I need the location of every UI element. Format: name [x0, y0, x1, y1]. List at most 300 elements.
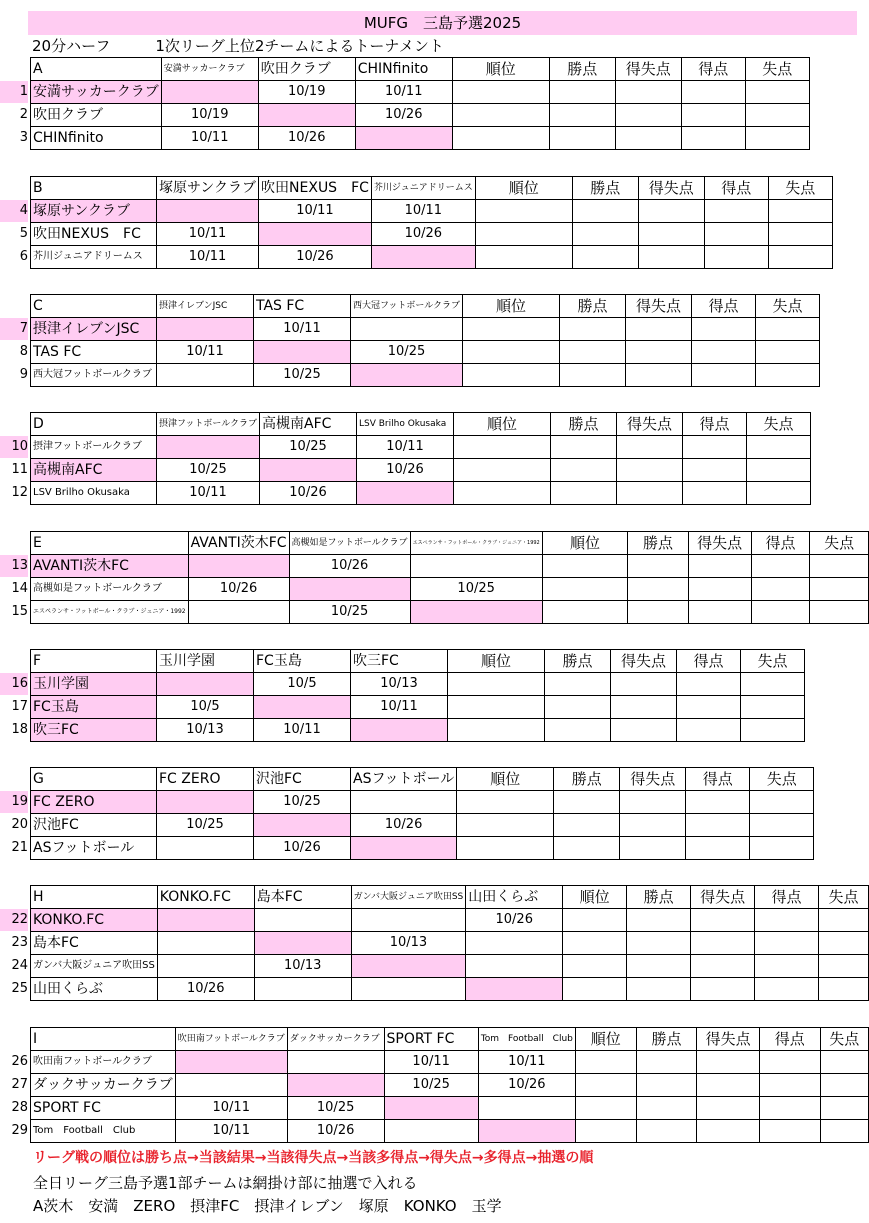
stat-header: 順位 [454, 413, 551, 436]
stat-cell [755, 909, 819, 932]
row-team-name: 塚原サンクラブ [31, 200, 157, 223]
stat-cell [620, 814, 686, 837]
row-team-name: Tom Football Club [31, 1120, 176, 1143]
stat-cell [741, 696, 805, 719]
group-header-row [31, 1028, 869, 1051]
column-team-name: 摂津フットボールクラブ [157, 413, 260, 436]
column-team-name: 吹田南フットボールクラブ [175, 1028, 287, 1051]
stat-cell [626, 364, 692, 387]
row-team-name: ダックサッカークラブ [31, 1074, 176, 1097]
stat-header: 得点 [751, 532, 810, 555]
column-team-name: Tom Football Club [478, 1028, 575, 1051]
stat-cell [615, 104, 681, 127]
column-team-name: 吹田クラブ [258, 58, 355, 81]
stat-cell [759, 1120, 820, 1143]
match-date-cell [157, 837, 254, 860]
match-date-cell: 10/26 [254, 837, 351, 860]
stat-cell [542, 555, 628, 578]
column-team-name: TAS FC [254, 295, 351, 318]
match-date-cell: 10/13 [351, 673, 448, 696]
stat-cell [697, 1074, 759, 1097]
team-row [31, 318, 820, 341]
stat-header: 勝点 [627, 886, 691, 909]
diagonal-cell [351, 364, 463, 387]
match-date-cell [351, 978, 466, 1001]
team-row [31, 578, 869, 601]
stat-cell [551, 436, 617, 459]
stat-cell [683, 482, 747, 505]
stat-cell [475, 223, 572, 246]
stat-cell [563, 932, 627, 955]
stat-cell [554, 814, 620, 837]
team-row [31, 364, 820, 387]
stat-cell [697, 1097, 759, 1120]
match-date-cell [157, 932, 254, 955]
stat-header: 勝点 [549, 58, 615, 81]
stat-header: 順位 [475, 177, 572, 200]
stat-cell [697, 1120, 759, 1143]
row-team-name: 芥川ジュニアドリームス [31, 246, 157, 269]
stat-cell [628, 601, 688, 624]
stat-header: 失点 [820, 1028, 868, 1051]
stat-header: 得失点 [611, 650, 677, 673]
column-team-name: 西大冠フットボールクラブ [351, 295, 463, 318]
team-row [31, 223, 833, 246]
diagonal-cell [410, 601, 542, 624]
stat-cell [820, 1074, 868, 1097]
group-header-row [31, 886, 869, 909]
team-number: 17 [11, 699, 28, 714]
match-date-cell: 10/26 [259, 246, 372, 269]
match-date-cell: 10/26 [371, 223, 475, 246]
stat-header: 勝点 [572, 177, 638, 200]
match-date-cell: 10/11 [157, 482, 260, 505]
stat-header: 得失点 [617, 413, 683, 436]
stat-cell [452, 104, 549, 127]
diagonal-cell [254, 814, 351, 837]
match-date-cell: 10/5 [157, 696, 254, 719]
stat-cell [768, 246, 832, 269]
diagonal-cell [351, 955, 466, 978]
stat-header: 勝点 [560, 295, 626, 318]
match-date-cell: 10/25 [157, 814, 254, 837]
row-team-name: 吹田南フットボールクラブ [31, 1051, 176, 1074]
match-date-cell: 10/11 [259, 200, 372, 223]
row-team-name: ASフットボール [31, 837, 157, 860]
column-team-name: 沢池FC [254, 768, 351, 791]
team-row [31, 341, 820, 364]
stat-cell [452, 81, 549, 104]
stat-cell [560, 341, 626, 364]
team-number: 29 [11, 1123, 28, 1138]
stat-header: 得点 [681, 58, 745, 81]
match-date-cell: 10/11 [175, 1097, 287, 1120]
team-row [31, 1097, 869, 1120]
stat-cell [620, 837, 686, 860]
stat-cell [704, 246, 768, 269]
diagonal-cell [287, 1074, 384, 1097]
column-team-name: エスペランサ・フットボール・クラブ・ジュニア・1992 [410, 532, 542, 555]
stat-cell [759, 1051, 820, 1074]
stat-header: 失点 [741, 650, 805, 673]
team-number: 1 [0, 81, 28, 103]
stat-cell [681, 81, 745, 104]
stat-cell [756, 341, 820, 364]
stat-cell [677, 673, 741, 696]
match-date-cell [384, 1120, 478, 1143]
stat-cell [810, 578, 869, 601]
match-date-cell: 10/25 [260, 436, 357, 459]
stat-cell [755, 978, 819, 1001]
page-subtitle: 20分ハーフ 1次リーグ上位2チームによるトーナメント [32, 37, 444, 55]
stat-header: 勝点 [636, 1028, 697, 1051]
diagonal-cell [188, 555, 289, 578]
team-number: 22 [0, 909, 28, 931]
page-title: MUFG 三島予選2025 [28, 11, 857, 35]
stat-cell [549, 81, 615, 104]
stat-header: 得点 [683, 413, 747, 436]
column-team-name: 島本FC [254, 886, 351, 909]
stat-cell [819, 955, 869, 978]
stat-cell [563, 978, 627, 1001]
stat-cell [457, 791, 554, 814]
column-team-name: FC ZERO [157, 768, 254, 791]
row-team-name: ガンバ大阪ジュニア吹田SS [31, 955, 158, 978]
team-number: 3 [19, 130, 28, 145]
group-label: H [31, 886, 158, 909]
match-date-cell [351, 791, 457, 814]
stat-cell [572, 246, 638, 269]
stat-cell [677, 719, 741, 742]
team-row [31, 932, 869, 955]
stat-cell [611, 719, 677, 742]
match-date-cell: 10/26 [289, 555, 410, 578]
match-date-cell: 10/11 [357, 436, 454, 459]
team-row [31, 1051, 869, 1074]
stat-cell [551, 482, 617, 505]
column-team-name: 高槻南AFC [260, 413, 357, 436]
stat-cell [575, 1074, 636, 1097]
stat-cell [745, 127, 809, 150]
stat-header: 順位 [448, 650, 545, 673]
stat-cell [768, 223, 832, 246]
column-team-name: 塚原サンクラブ [157, 177, 259, 200]
stat-cell [575, 1051, 636, 1074]
row-team-name: LSV Brilho Okusaka [31, 482, 157, 505]
stat-cell [810, 555, 869, 578]
stat-cell [626, 318, 692, 341]
stat-cell [475, 200, 572, 223]
stat-cell [686, 791, 750, 814]
stat-header: 勝点 [554, 768, 620, 791]
stat-header: 得失点 [638, 177, 704, 200]
match-date-cell: 10/13 [351, 932, 466, 955]
match-date-cell: 10/11 [384, 1051, 478, 1074]
stat-cell [683, 459, 747, 482]
stat-header: 得点 [692, 295, 756, 318]
diagonal-cell [478, 1120, 575, 1143]
stat-cell [750, 814, 814, 837]
stat-header: 勝点 [628, 532, 688, 555]
match-date-cell [410, 555, 542, 578]
stat-cell [747, 436, 811, 459]
row-team-name: CHINfinito [31, 127, 162, 150]
stat-cell [688, 555, 751, 578]
diagonal-cell [157, 909, 254, 932]
stat-cell [819, 909, 869, 932]
team-row [31, 127, 810, 150]
match-date-cell: 10/26 [260, 482, 357, 505]
stat-cell [627, 978, 691, 1001]
team-number: 21 [11, 840, 28, 855]
stat-cell [617, 436, 683, 459]
stat-cell [628, 555, 688, 578]
group-table-c [30, 294, 820, 387]
group-table-i [30, 1027, 869, 1143]
row-team-name: 吹田クラブ [31, 104, 162, 127]
stat-cell [545, 696, 611, 719]
team-row [31, 719, 805, 742]
row-team-name: FC玉島 [31, 696, 157, 719]
stat-header: 失点 [745, 58, 809, 81]
team-number: 27 [11, 1077, 28, 1092]
row-team-name: KONKO.FC [31, 909, 158, 932]
stat-cell [554, 791, 620, 814]
stat-cell [750, 837, 814, 860]
team-number: 6 [19, 249, 28, 264]
column-team-name: SPORT FC [384, 1028, 478, 1051]
stat-cell [704, 223, 768, 246]
diagonal-cell [355, 127, 452, 150]
stat-cell [745, 81, 809, 104]
stat-cell [759, 1097, 820, 1120]
match-date-cell: 10/25 [410, 578, 542, 601]
match-date-cell [351, 909, 466, 932]
stat-header: 順位 [575, 1028, 636, 1051]
stat-cell [627, 955, 691, 978]
group-label: A [31, 58, 162, 81]
match-date-cell: 10/11 [161, 127, 258, 150]
stat-cell [759, 1074, 820, 1097]
team-number: 23 [11, 935, 28, 950]
stat-cell [549, 127, 615, 150]
row-team-name: 高槻南AFC [31, 459, 157, 482]
group-label: F [31, 650, 157, 673]
match-date-cell [188, 601, 289, 624]
row-team-name: 安満サッカークラブ [31, 81, 162, 104]
stat-cell [810, 601, 869, 624]
stat-cell [683, 436, 747, 459]
row-team-name: 摂津イレブンJSC [31, 318, 157, 341]
group-table-d [30, 412, 811, 505]
row-team-name: 島本FC [31, 932, 158, 955]
match-date-cell: 10/11 [157, 223, 259, 246]
team-number: 5 [19, 226, 28, 241]
team-row [31, 601, 869, 624]
stat-cell [542, 578, 628, 601]
ranking-rule-note: リーグ戦の順位は勝ち点→当該結果→当該得失点→当該多得点→得失点→多得点→抽選の順 [33, 1150, 594, 1166]
match-date-cell: 10/25 [289, 601, 410, 624]
team-number: 19 [0, 791, 28, 813]
stat-cell [560, 318, 626, 341]
stat-cell [617, 459, 683, 482]
diagonal-cell [254, 696, 351, 719]
stat-header: 失点 [768, 177, 832, 200]
stat-cell [611, 673, 677, 696]
stat-header: 順位 [457, 768, 554, 791]
stat-cell [457, 837, 554, 860]
stat-header: 得失点 [615, 58, 681, 81]
stat-cell [452, 127, 549, 150]
stat-cell [611, 696, 677, 719]
team-row [31, 673, 805, 696]
stat-cell [747, 459, 811, 482]
team-row [31, 81, 810, 104]
row-team-name: 摂津フットボールクラブ [31, 436, 157, 459]
stat-cell [551, 459, 617, 482]
stat-header: 失点 [756, 295, 820, 318]
stat-cell [454, 482, 551, 505]
stat-cell [688, 578, 751, 601]
team-row [31, 555, 869, 578]
stat-cell [638, 246, 704, 269]
column-team-name: ダックサッカークラブ [287, 1028, 384, 1051]
match-date-cell: 10/25 [287, 1097, 384, 1120]
match-date-cell: 10/25 [254, 791, 351, 814]
match-date-cell [157, 364, 254, 387]
team-number: 16 [0, 673, 28, 695]
stat-cell [747, 482, 811, 505]
stat-cell [692, 364, 756, 387]
stat-header: 失点 [810, 532, 869, 555]
stat-cell [628, 578, 688, 601]
team-row [31, 814, 814, 837]
match-date-cell: 10/25 [157, 459, 260, 482]
stat-cell [756, 318, 820, 341]
stat-cell [463, 318, 560, 341]
stat-cell [768, 200, 832, 223]
group-header-row [31, 532, 869, 555]
stat-cell [636, 1074, 697, 1097]
match-date-cell [351, 318, 463, 341]
diagonal-cell [254, 932, 351, 955]
team-number: 15 [11, 604, 28, 619]
match-date-cell: 10/26 [351, 814, 457, 837]
match-date-cell [175, 1074, 287, 1097]
column-team-name: 摂津イレブンJSC [157, 295, 254, 318]
stat-cell [575, 1120, 636, 1143]
stat-cell [686, 837, 750, 860]
diagonal-cell [357, 482, 454, 505]
match-date-cell: 10/19 [161, 104, 258, 127]
match-date-cell [466, 932, 563, 955]
match-date-cell: 10/13 [254, 955, 351, 978]
stat-cell [688, 601, 751, 624]
stat-cell [448, 696, 545, 719]
column-team-name: 芥川ジュニアドリームス [371, 177, 475, 200]
group-header-row [31, 58, 810, 81]
stat-header: 勝点 [545, 650, 611, 673]
group-table-e [30, 531, 869, 624]
group-label: G [31, 768, 157, 791]
match-date-cell: 10/11 [371, 200, 475, 223]
match-date-cell: 10/11 [254, 719, 351, 742]
match-date-cell: 10/26 [355, 104, 452, 127]
column-team-name: ASフットボール [351, 768, 457, 791]
stat-cell [549, 104, 615, 127]
group-header-row [31, 650, 805, 673]
stat-header: 失点 [819, 886, 869, 909]
stat-header: 得点 [677, 650, 741, 673]
match-date-cell: 10/26 [466, 909, 563, 932]
team-row [31, 909, 869, 932]
stat-cell [448, 673, 545, 696]
stat-header: 得失点 [688, 532, 751, 555]
stat-header: 順位 [563, 886, 627, 909]
team-number: 12 [11, 485, 28, 500]
stat-cell [704, 200, 768, 223]
diagonal-cell [161, 81, 258, 104]
column-team-name: AVANTI茨木FC [188, 532, 289, 555]
stat-cell [463, 364, 560, 387]
stat-cell [692, 318, 756, 341]
team-row [31, 837, 814, 860]
column-team-name: 玉川学園 [157, 650, 254, 673]
stat-cell [681, 104, 745, 127]
stat-cell [563, 955, 627, 978]
stat-header: 順位 [452, 58, 549, 81]
team-number: 2 [19, 107, 28, 122]
stat-header: 得点 [686, 768, 750, 791]
row-team-name: 玉川学園 [31, 673, 157, 696]
match-date-cell: 10/11 [355, 81, 452, 104]
row-team-name: AVANTI茨木FC [31, 555, 189, 578]
match-date-cell: 10/26 [287, 1120, 384, 1143]
stat-header: 失点 [747, 413, 811, 436]
stat-cell [691, 978, 755, 1001]
stat-cell [563, 909, 627, 932]
row-team-name: TAS FC [31, 341, 157, 364]
stat-cell [457, 814, 554, 837]
lottery-note: 全日リーグ三島予選1部チームは網掛け部に抽選で入れる [33, 1174, 418, 1192]
stat-cell [820, 1120, 868, 1143]
stat-cell [554, 837, 620, 860]
stat-cell [575, 1097, 636, 1120]
stat-cell [819, 978, 869, 1001]
row-team-name: 山田くらぶ [31, 978, 158, 1001]
stat-cell [617, 482, 683, 505]
team-number: 9 [19, 367, 28, 382]
row-team-name: FC ZERO [31, 791, 157, 814]
stat-cell [751, 578, 810, 601]
team-number: 13 [0, 555, 28, 577]
match-date-cell [254, 978, 351, 1001]
match-date-cell: 10/11 [478, 1051, 575, 1074]
team-number: 7 [0, 318, 28, 340]
match-date-cell [287, 1051, 384, 1074]
group-table-b [30, 176, 833, 269]
stat-cell [638, 223, 704, 246]
stat-header: 失点 [750, 768, 814, 791]
stat-cell [677, 696, 741, 719]
stat-cell [560, 364, 626, 387]
team-row [31, 246, 833, 269]
stat-header: 得点 [755, 886, 819, 909]
stat-cell [686, 814, 750, 837]
diagonal-cell [351, 837, 457, 860]
match-date-cell: 10/26 [157, 978, 254, 1001]
group-table-g [30, 767, 814, 860]
